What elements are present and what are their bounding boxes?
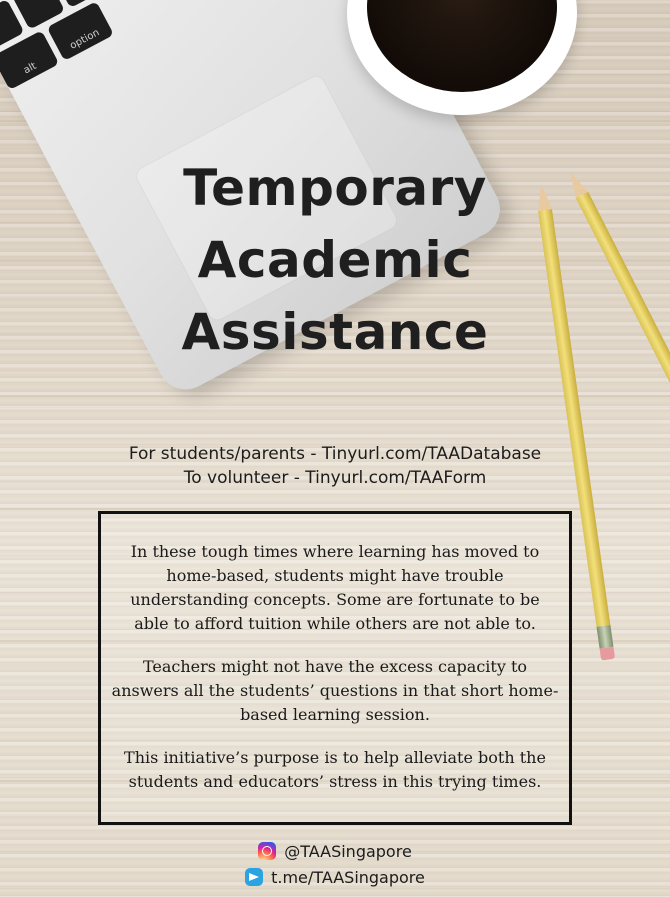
volunteer-link[interactable]: To volunteer - Tinyurl.com/TAAForm [183, 468, 487, 488]
laptop-keyboard [0, 0, 232, 143]
option-key: option [47, 1, 114, 61]
info-paragraph-3: This initiative’s purpose is to help alleviate both the students and educators’ stress in this trying times. [124, 748, 546, 791]
info-paragraph-2: Teachers might not have the excess capacity to answers all the students’ questions in that short home-based learning session. [111, 657, 559, 724]
telegram-icon [245, 868, 263, 886]
socials-block [0, 838, 670, 890]
instagram-handle[interactable]: @TAASingapore [284, 841, 412, 861]
telegram-handle[interactable]: t.me/TAASingapore [271, 867, 425, 887]
title-line-3: Assistance [181, 303, 489, 361]
title-line-1: Temporary [183, 159, 487, 217]
page-title [0, 152, 670, 368]
title-line-2: Academic [197, 231, 473, 289]
alt-key: alt [0, 30, 59, 90]
students-link[interactable]: For students/parents - Tinyurl.com/TAADatabase [128, 444, 542, 464]
links-block [0, 442, 670, 490]
coffee [367, 0, 557, 92]
info-box [98, 511, 572, 825]
telegram-row[interactable] [0, 864, 670, 890]
instagram-row[interactable] [0, 838, 670, 864]
instagram-icon [258, 842, 276, 860]
info-paragraph-1: In these tough times where learning has moved to home-based, students might have trouble understanding concepts. Some are fortunate to be able to afford tuition while others are not able to. [130, 542, 540, 633]
